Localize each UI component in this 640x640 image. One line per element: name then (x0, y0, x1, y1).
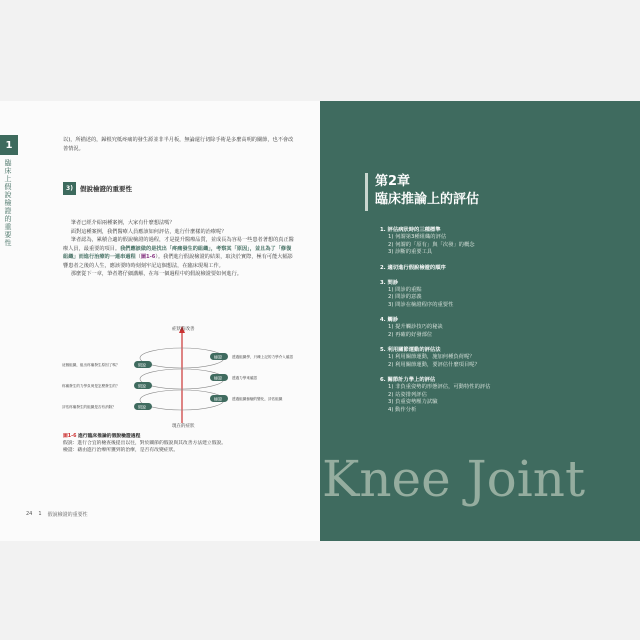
toc-item: 2) 問診的意義 (388, 294, 422, 300)
left-page (0, 101, 320, 541)
toc-item: 3) 負重姿勢壓力試驗 (388, 399, 438, 405)
toc-section-6: 6. 關節計力學上的評估 (380, 377, 436, 383)
question-1: 這個組織，組出疼痛發生原因了嗎？ (62, 363, 120, 367)
toc-item: 1) 提升觸診技巧的秘訣 (388, 324, 443, 330)
toc-section-5: 5. 利用關節運動的評估法 (380, 347, 441, 353)
chapter-opener-panel (320, 101, 640, 541)
top-paragraph: 以)，所描述的，歸根究柢疼痛的發生源並非半月板，無論還行切除手術是多麼高明的關節，也不會改善情況。 (63, 137, 294, 152)
question-3: 評估疼痛發生的組織是否有消除？ (62, 405, 116, 409)
chapter-tab: 1 (0, 135, 18, 155)
toc-item: 1) 非負重姿勢的形態評估，可動特性的評估 (388, 384, 491, 390)
caption-line-1: 假說：進行合宜的檢查後提出以往，對於關節的假說與其改善方法建立假說。 (63, 441, 227, 446)
toc-item: 3) 問診在檢證程序的重要性 (388, 301, 454, 308)
page-number: 24 (26, 511, 33, 517)
question-2: 疼痛發生的力學負荷是怎麼發生的？ (62, 384, 120, 388)
verify-node-3 (210, 395, 228, 402)
footer-chapter: 1 (38, 511, 42, 517)
section-title: 假說檢證的重要性 (80, 184, 132, 193)
vertical-chapter-title: 臨床上假說檢證的重要性 (4, 159, 12, 247)
verify-node-1 (210, 353, 228, 360)
svg-text:檢證: 檢證 (214, 396, 222, 402)
book-spread (0, 101, 640, 541)
caption-title: 進行臨床推論的假說檢證過程 (78, 434, 141, 439)
section-heading (63, 181, 193, 195)
toc-section-4: 4. 觸診 (380, 317, 399, 323)
body-paragraph-3: 筆者認為，累積合適的假說檢證的過程，才是提升醫療品質，並成長為容易一些患者著想的真正醫療人員，最重要的項目。我們應該做的是找出「疼痛發生的組織」，考察其「原因」，並且為了「修復組織」而進行治療的一連串過程（圖1-6）。我們進行假說檢證的結果，取決於實際，極有可能大幅影響患者之後的人生，應該要時時刻刻牢記這個想法，在臨床現場工作。 (63, 237, 294, 269)
svg-text:檢證: 檢證 (214, 375, 222, 381)
toc-item: 1) 利用關節運動，施加何種負荷呢？ (388, 354, 475, 360)
figure-top-label: 症狀的改善 (172, 327, 195, 332)
chapter-bar (365, 173, 368, 211)
page-footer (26, 511, 88, 518)
svg-text:假說: 假說 (138, 383, 146, 389)
chapter-title: 臨床推論上的評估 (375, 192, 480, 207)
verify-node-2 (210, 374, 228, 381)
verify-note-1: 透過組織學，只練上記的力學介入確認 (232, 355, 294, 359)
svg-text:假說: 假說 (138, 362, 146, 368)
toc-section-1: 1. 評估病狀時的三種標準 (380, 227, 441, 233)
body-text (63, 219, 295, 279)
table-of-contents (380, 226, 600, 414)
figure-bottom-label: 現在的症狀 (172, 424, 195, 429)
toc-item: 2) 站姿排列評估 (388, 391, 427, 398)
svg-text:假說: 假說 (138, 404, 146, 410)
section-number: 3) (63, 182, 76, 195)
caption-label: 圖1-6 (63, 434, 77, 439)
verify-note-3: 透過組織檢驗的變化，評估組織 (232, 397, 283, 401)
toc-item: 4) 動作分析 (388, 406, 417, 413)
caption-line-2: 檢證：藉由進行治療所獲到的治療，是否有改變症狀。 (63, 448, 179, 453)
toc-item: 2) 利用關節運動，要評估什麼項目呢？ (388, 361, 480, 368)
verify-note-2: 透過力學來確認 (232, 376, 258, 380)
toc-section-3: 3. 問診 (380, 279, 399, 286)
chapter-number: 第2章 (375, 174, 411, 189)
toc-item: 2) 再確的好發部位 (388, 331, 433, 338)
hypothesis-verification-figure (62, 323, 302, 429)
body-paragraph-1: 筆者已經介紹兩種案例，大家有什麼想法嗎？ (70, 220, 175, 226)
figure-reference: 圖1-6 (140, 254, 156, 260)
toc-item: 2) 何謂的「原有」與「次發」的概念 (388, 241, 475, 248)
toc-item: 1) 何謂第3種組織的評估 (388, 234, 447, 240)
highlighted-text: 我們應該做的是找出「疼痛發生的組織」，考察其「原因」，並且為了「修復組織」而進行治療的一連串過程 (63, 245, 292, 260)
svg-text:檢證: 檢證 (214, 354, 222, 360)
toc-section-2: 2. 適切進行假說檢證的順序 (380, 264, 446, 271)
hypothesis-node-3 (134, 403, 152, 410)
figure-caption (63, 433, 243, 454)
right-page (320, 101, 640, 541)
body-paragraph-4: 那麼從下一章，筆者將仔細講解，在每一個過程中的假說檢證要如何進行。 (70, 271, 242, 277)
chapter-heading (365, 173, 479, 209)
body-paragraph-2: 面對這種案例，我們醫療人員應該如何評估，進行什麼樣的治療呢？ (70, 228, 227, 235)
decorative-title: Knee Joint (322, 450, 586, 508)
toc-item: 3) 診斷的重要工具 (388, 249, 433, 255)
hypothesis-node-2 (134, 382, 152, 389)
footer-text: 假說檢證的重要性 (47, 512, 88, 518)
hypothesis-node-1 (134, 361, 152, 368)
toc-item: 1) 問診的重點 (388, 286, 422, 293)
